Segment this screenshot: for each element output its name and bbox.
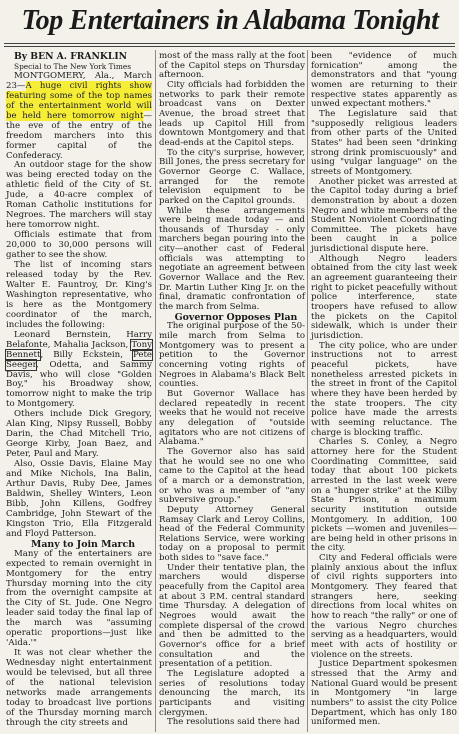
paragraph: Many of the entertainers are expected to remain overnight in Montgomery for the entry Thursday morning into the city from the overnight campsite at the City of St. Jude. One Negro leader said today the final lap of the march was "assuming operatic proportions—just like 'Aida.'" xyxy=(6,548,152,649)
paragraph: The resolutions said there had xyxy=(167,717,300,728)
paragraph: Justice Department spokesmen stressed that the Army and National Guard would be present in Montgomery "in large numbers" to assist the city Police Department, which has only 180 uniformed men. xyxy=(311,659,457,728)
paragraph: The original purpose of the 50-mile march from Selma to Montgomery was to present a petition to the Governor concerning voting rights of Negroes in Alabama's Black Belt counties. xyxy=(159,321,305,390)
paragraph: Officials estimate that from 20,000 to 30,000 persons will gather to see the show. xyxy=(6,230,152,261)
paragraph: But Governor Wallace has declared repeatedly in recent weeks that he would not receive any delegation of "outside agitators who are not citizens of Alabama." xyxy=(159,388,305,448)
article-column-2 xyxy=(159,52,305,728)
paragraph xyxy=(6,331,152,411)
paragraph: The city police, who are under instructions not to arrest peaceful pickets, have nonetheless arrested pickets in the street in front of the Capitol where they have been herded by the state troopers. The city police have made the arrests with seeming reluctance. The charge is blocking traffic. xyxy=(311,340,457,438)
paragraph: most of the mass rally at the foot of the Capitol steps on Thursday afternoon. xyxy=(159,51,305,81)
paragraph: The Governor also has said that he would see no one who came to the Capitol at the head of a march or a demonstration, or who was a member of "any subversive group." xyxy=(159,446,305,506)
paragraph: While these arrangements were being made today — and thousands of Thursday - only marchers began pouring into the city—another cast of Federal officials was attempting to negotiate an agreement between Governor Wallace and the Rev. Dr. Martin Luther King Jr. on the final, dramatic confrontation of the march from Selma. xyxy=(159,205,305,313)
paragraph: Under their tentative plan, the marchers would disperse peacefully from the Capitol area at about 3 P.M. central standard time Thursday. A delegation of Negroes would await the complete dispersal of the crowd and then be admitted to the Governor's office for a brief consultation and the presentation of a petition. xyxy=(159,562,305,670)
paragraph: An outdoor stage for the show was being erected today on the athletic field of the City of St. Jude, a 40-acre complex of Roman Catholic institutions for Negroes. The marchers will stay here tomorrow night. xyxy=(6,160,152,231)
headline-rule-top xyxy=(4,43,455,44)
paragraph: Although Negro leaders obtained from the city last week an agreement guaranteeing their right to picket peacefully without police interference, state troopers have refused to allow the pickets on the Capitol sidewalk, which is under their jurisdiction. xyxy=(311,253,457,342)
paragraph: been "evidence of much fornication" among the demonstrators and that "young women are returning to their respective states apparently as unwed expectant mothers." xyxy=(311,51,457,110)
subheading: Governor Opposes Plan xyxy=(174,311,298,323)
paragraph: It was not clear whether the Wednesday night entertainment would be televised, but all three of the national television networks made arrangements today to broadcast live portions of the Thursday morning march through the city streets and xyxy=(6,648,152,728)
paragraph xyxy=(6,72,152,162)
article-column-3 xyxy=(311,52,457,728)
paragraph: Another picket was arrested at the Capitol today during a brief demonstration by about a dozen Negro and white members of the Student Nonviolent Coordinating Committee. The pickets have been caught in a police jurisdictional dispute here. xyxy=(311,176,457,255)
column-divider-2 xyxy=(307,50,308,732)
paragraph: The Legislature said that "supposedly religious leaders from other parts of the United States" had been seen "drinking strong drink promiscuously" and using "vulgar language" on the streets of Montgomery. xyxy=(311,108,457,177)
paragraph: The Legislature adopted a series of resolutions today denouncing the march, its participants and visiting clergymen. xyxy=(159,669,305,718)
article-column-1 xyxy=(6,52,152,729)
paragraph-text: —the eve of the entry of the freedom marchers into this former capital of the Confederacy. xyxy=(6,110,152,161)
column-divider-1 xyxy=(155,50,156,732)
paragraph: The list of incoming stars released today by the Rev. Walter E. Fauntroy, Dr. King's Washington representative, who is here as the Montgomery coordinator of the march, includes the following: xyxy=(6,260,152,330)
paragraph: Charles S. Conley, a Negro attorney here for the Student Coordinating Committee, said today that about 100 pickets arrested in the last week were on a "hunger strike" at the Kilby State Prison, a maximum security institution outside Montgomery. In addition, 100 pickets —women and juveniles—are being held in other prisons in the city. xyxy=(311,437,457,554)
dateline: MONTGOMERY, Ala., March 23— xyxy=(6,70,152,91)
byline: By BEN A. FRANKLIN xyxy=(14,51,128,62)
paragraph: City officials had forbidden the networks to park their remote broadcast vans on Dexter Avenue, the broad street that leads up Capitol Hill from downtown Montgomery and that dead-ends at the Capitol steps. xyxy=(159,79,305,148)
paragraph-text: , Odetta, and Sammy Davis, who will close "Golden Boy," his Broadway show, tomorrow night to make the trip to Montgomery. xyxy=(6,359,152,410)
paragraph: Deputy Attorney General Ramsay Clark and Leroy Collins, head of the Federal Community Relations Service, were working today on a proposal to permit both sides to "save face." xyxy=(159,504,305,564)
headline: Top Entertainers in Alabama Tonight xyxy=(21,5,439,36)
boxed-name: Tony Bennett xyxy=(6,339,152,360)
paragraph-text: , Billy Eckstein, xyxy=(40,349,133,360)
headline-rule-bottom xyxy=(4,46,455,47)
paragraph: City and Federal officials were plainly anxious about the influx of civil rights supporters into Montgomery. They feared that strangers here, seeking directions from local whites on how to reach "the rally" or one of the various Negro churches serving as a headquarters, would meet with acts of hostility or violence on the streets. xyxy=(311,553,457,660)
paragraph-text: Leonard Bernstein, Harry Belafonte, Mahalia Jackson, xyxy=(6,329,152,350)
paragraph: To the city's surprise, however, Bill Jones, the press secretary for Governor George C. Wallace, arranged for the remote television equipment to be parked on the Capitol grounds. xyxy=(159,147,305,206)
highlighted-text: A huge civil rights show featuring some of the top names of the entertainment world will be held here tomorrow night xyxy=(6,80,152,121)
subheading: Many to Join March xyxy=(30,538,136,550)
paragraph: Also, Ossie Davis, Elaine May and Mike Nichols, Ina Balin, Arthur Davis, Ruby Dee, James Baldwin, Shelley Winters, Leon Bibb, John Killens, Godfrey Cambridge, John Stewart of the Kingston Trio, Ella Fitzgerald and Floyd Patterson. xyxy=(6,459,152,539)
paragraph: Others include Dick Gregory, Alan King, Nipsy Russell, Bobby Darin, the Chad Mitchell Trio, George Kirby, Joan Baez, and Peter, Paul and Mary. xyxy=(6,409,152,460)
byline-note: Special to The New York Times xyxy=(14,61,132,71)
boxed-name: Pete Seeger xyxy=(6,349,152,370)
